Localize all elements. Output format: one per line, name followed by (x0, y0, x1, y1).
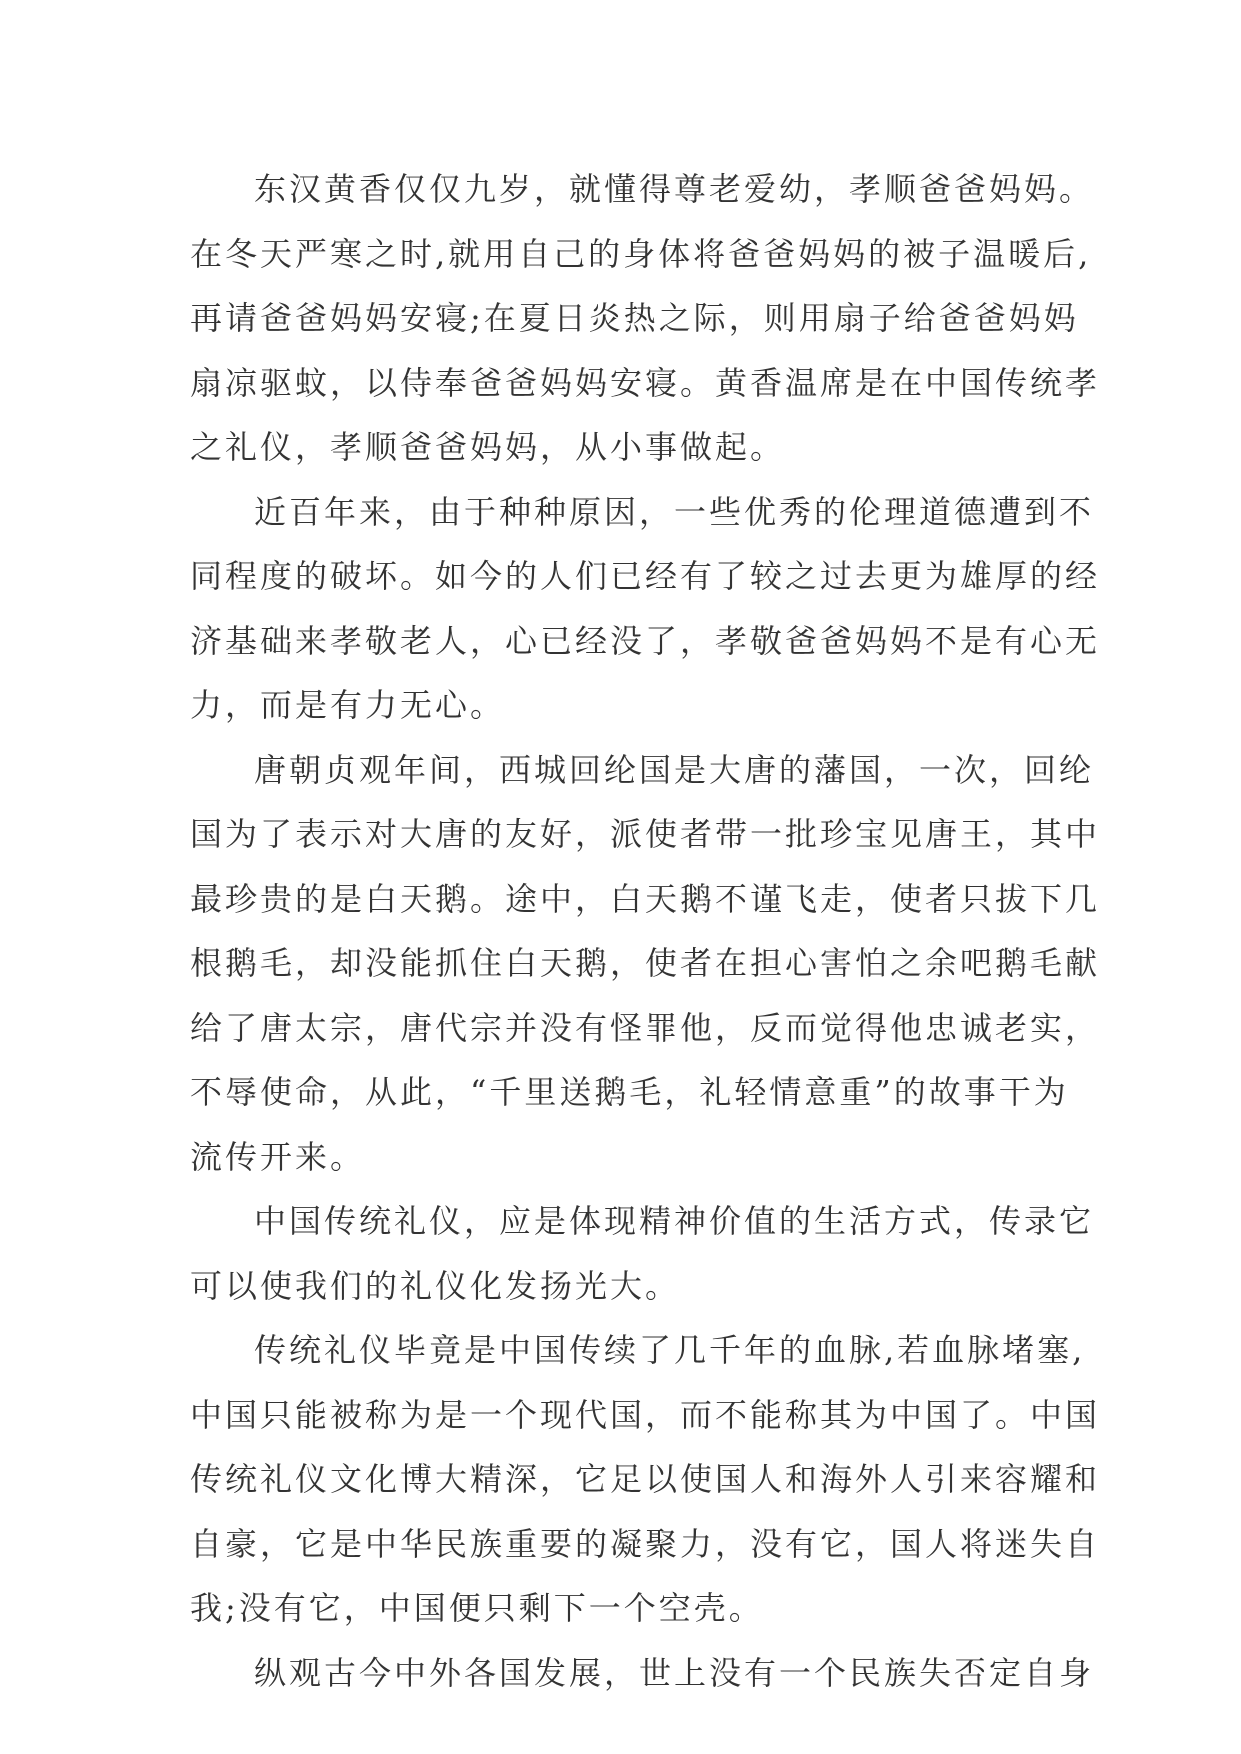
paragraph-modern-ethics (190, 480, 1101, 738)
text-line: 流传开来。 (190, 1137, 366, 1176)
text-line: 之礼仪，孝顺爸爸妈妈，从小事做起。 (190, 428, 786, 466)
text-line: 中国传统礼仪，应是体现精神价值的生活方式，传录它 (254, 1202, 1095, 1240)
text-line: 传统礼仪文化博大精深，它足以使国人和海外人引来容耀和 (190, 1460, 1101, 1498)
text-line: 近百年来，由于种种原因，一些优秀的伦理道德遭到不 (254, 492, 1095, 531)
text-line: 在冬天严寒之时,就用自己的身体将爸爸妈妈的被子温暖后, (190, 234, 1092, 273)
text-line: 东汉黄香仅仅九岁，就懂得尊老爱幼，孝顺爸爸妈妈。 (254, 170, 1095, 208)
text-line: 最珍贵的是白天鹅。途中，白天鹅不谨飞走，使者只拔下几 (190, 879, 1101, 918)
text-line: 再请爸爸妈妈安寝;在夏日炎热之际，则用扇子给爸爸妈妈 (190, 299, 1079, 337)
paragraph-huang-xiang (190, 157, 1101, 480)
text-line: 同程度的破坏。如今的人们已经有了较之过去更为雄厚的经 (190, 557, 1101, 595)
text-line: 不辱使命，从此，“千里送鹅毛，礼轻情意重”的故事干为 (190, 1073, 1069, 1111)
text-line: 我;没有它，中国便只剩下一个空壳。 (190, 1589, 764, 1627)
text-line: 力，而是有力无心。 (190, 686, 506, 724)
text-line: 给了唐太宗，唐代宗并没有怪罪他，反而觉得他忠诚老实， (190, 1008, 1101, 1047)
text-line: 国为了表示对大唐的友好，派使者带一批珍宝见唐王，其中 (190, 815, 1101, 853)
paragraph-goose-feather (190, 738, 1101, 1190)
text-line: 济基础来孝敬老人，心已经没了，孝敬爸爸妈妈不是有心无 (190, 621, 1101, 660)
text-line: 纵观古今中外各国发展，世上没有一个民族失否定自身 (254, 1653, 1095, 1692)
text-line: 自豪，它是中华民族重要的凝聚力，没有它，国人将迷失自 (190, 1524, 1101, 1563)
paragraph-bloodline (190, 1318, 1101, 1641)
paragraph-world-development (190, 1641, 1095, 1706)
text-line: 扇凉驱蚊，以侍奉爸爸妈妈安寝。黄香温席是在中国传统孝 (190, 363, 1101, 402)
text-line: 传统礼仪毕竟是中国传续了几千年的血脉,若血脉堵塞, (254, 1331, 1086, 1369)
paragraph-etiquette-lifestyle (190, 1189, 1095, 1318)
text-line: 唐朝贞观年间，西城回纶国是大唐的藩国，一次，回纶 (254, 750, 1095, 789)
text-line: 根鹅毛，却没能抓住白天鹅，使者在担心害怕之余吧鹅毛献 (190, 944, 1101, 982)
document-body (190, 157, 1101, 1705)
text-line: 可以使我们的礼仪化发扬光大。 (190, 1266, 681, 1305)
text-line: 中国只能被称为是一个现代国，而不能称其为中国了。中国 (190, 1395, 1101, 1434)
